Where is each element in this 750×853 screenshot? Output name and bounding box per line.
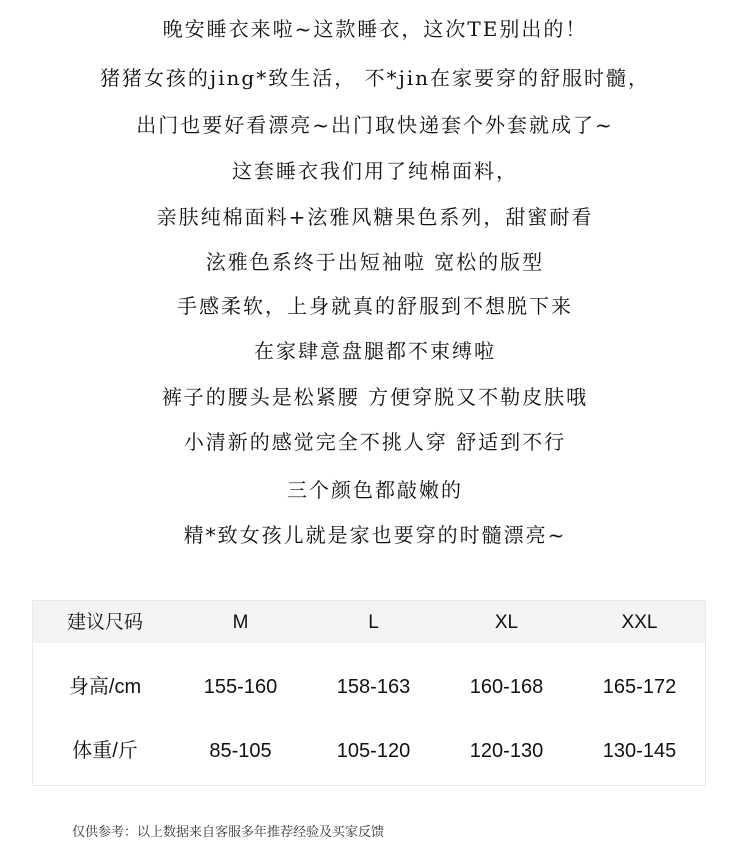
description-line: 晚安睡衣来啦~这款睡衣，这次TE别出的！ (162, 17, 588, 41)
table-cell: 85-105 (209, 740, 272, 762)
description-line: 小清新的感觉完全不挑人穿 舒适到不行 (183, 430, 567, 454)
table-cell: 160-168 (469, 676, 544, 698)
description-line: 三个颜色都敲嫩的 (287, 478, 463, 502)
description-line: 精*致女孩儿就是家也要穿的时髓漂亮~ (183, 523, 567, 547)
description-line: 在家肆意盘腿都不束缚啦 (254, 339, 496, 363)
reference-footnote: 仅供参考：以上数据来自客服多年推荐经验及买家反馈 (72, 824, 385, 839)
description-line: 手感柔软，上身就真的舒服到不想脱下来 (177, 294, 573, 318)
table-header-cell: L (368, 612, 379, 633)
table-cell: 130-145 (602, 740, 677, 762)
table-cell: 165-172 (602, 676, 677, 698)
description-line: 亲肤纯棉面料+泫雅风糖果色系列，甜蜜耐看 (156, 205, 594, 229)
table-cell: 105-120 (336, 740, 411, 762)
table-cell: 120-130 (469, 740, 544, 762)
table-row-label: 身高/cm (68, 676, 142, 698)
description-line: 出门也要好看漂亮~出门取快递套个外套就成了~ (136, 113, 614, 137)
table-cell: 158-163 (336, 676, 411, 698)
table-cell: 155-160 (203, 676, 278, 698)
description-line: 泫雅色系终于出短袖啦 宽松的版型 (205, 250, 545, 274)
size-chart-table (32, 600, 706, 786)
description-line: 这套睡衣我们用了纯棉面料， (232, 159, 518, 183)
table-header-cell: XXL (621, 612, 658, 633)
table-header-cell: XL (494, 612, 519, 633)
description-line: 裤子的腰头是松紧腰 方便穿脱又不勒皮肤哦 (161, 385, 589, 409)
table-row-label: 体重/斤 (72, 740, 138, 762)
table-header-cell: M (232, 612, 249, 633)
table-header-cell: 建议尺码 (66, 612, 143, 633)
description-line: 猪猪女孩的jing*致生活， 不*jin在家要穿的舒服时髓， (99, 66, 651, 90)
